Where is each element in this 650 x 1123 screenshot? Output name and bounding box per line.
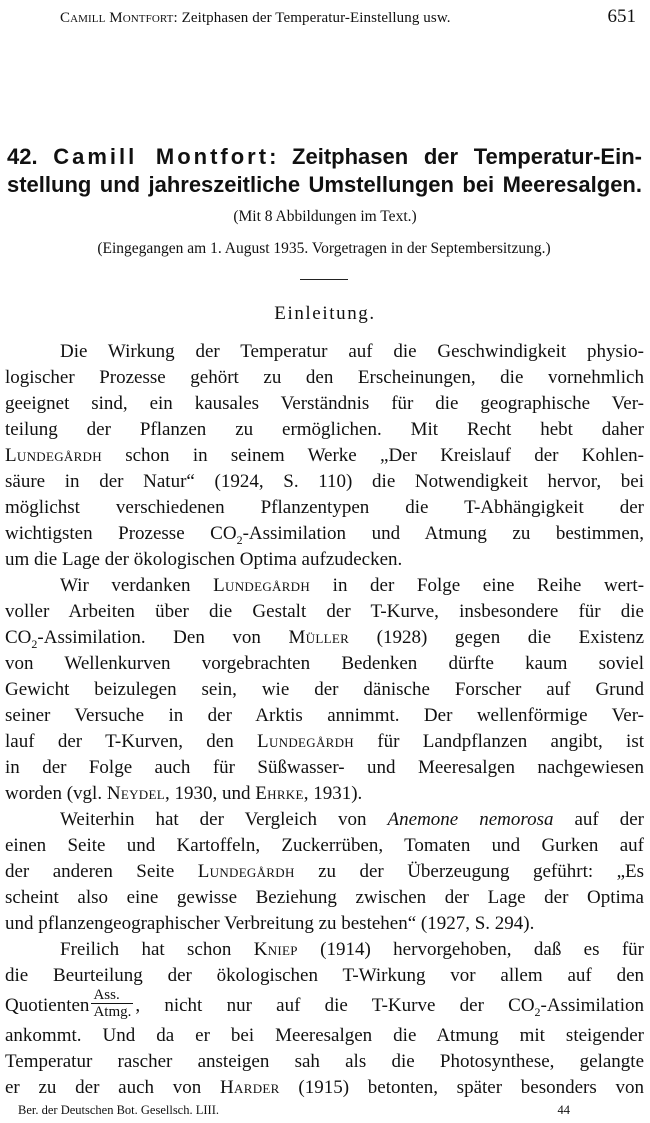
fraction-numerator: Ass.	[91, 987, 133, 1004]
text-line: möglichst verschiedenen Pflanzentypen die T-Abhängigkeit der	[5, 497, 644, 518]
text-line: wichtigsten Prozesse $CO_2$-Assimilation und Atmung zu bestimmen,	[5, 523, 644, 547]
text-line: geeignet sind, ein kausales Verständnis für die geographische Ver-	[5, 393, 644, 414]
article-title-part-1: Zeitphasen der Temperatur-Ein-	[292, 144, 642, 169]
article-title-line-2: stellung und jahreszeitliche Umstellungen bei Meeresalgen.	[7, 172, 642, 197]
text-line: Weiterhin hat der Vergleich von Anemone nemorosa auf der	[60, 809, 644, 830]
text-line: und pflanzengeographischer Verbreitung zu bestehen“ (1927, S. 294).	[5, 913, 535, 934]
body-text	[5, 339, 644, 1101]
text-line: Freilich hat schon Kniep (1914) hervorgehoben, daß es für	[60, 939, 645, 960]
text-line: ankommt. Und da er bei Meeresalgen die Atmung mit steigender	[5, 1025, 644, 1046]
article-number: 42.	[7, 144, 38, 169]
running-head-text: : Zeitphasen der Temperatur-Einstellung usw.	[173, 10, 451, 26]
quotient-fraction	[91, 987, 133, 1020]
received-note: (Eingegangen am 1. August 1935. Vorgetragen in der Septembersitzung.)	[97, 240, 551, 257]
text-line: von Wellenkurven vorgebrachten Bedenken dürfte kaum soviel	[5, 653, 644, 674]
author-reference: Lundegårdh	[257, 731, 354, 752]
author-reference: Neydel	[106, 783, 165, 804]
article-title	[7, 143, 642, 199]
journal-reference: Ber. der Deutschen Bot. Gesellsch. LIII.	[18, 1103, 219, 1117]
section-heading: Einleitung.	[274, 303, 376, 324]
text-line: Wir verdanken Lundegårdh in der Folge eine Reihe wert-	[60, 575, 645, 596]
page-number: 651	[607, 6, 636, 27]
text-line: er zu der auch von Harder (1915) betonten, später besonders von	[5, 1077, 645, 1098]
text-line: Temperatur rascher ansteigen sah als die Photosynthese, gelangte	[5, 1051, 644, 1072]
text-line: logischer Prozesse gehört zu den Erscheinungen, die vornehmlich	[5, 367, 644, 388]
species-name: Anemone nemorosa	[387, 809, 554, 830]
text-line: teilung der Pflanzen zu ermöglichen. Mit Recht hebt daher	[5, 419, 644, 440]
text-line: seiner Versuche in der Arktis annimmt. Der wellenförmige Ver-	[5, 705, 644, 726]
text-line: Lundegårdh schon in seinem Werke „Der Kreislauf der Kohlen-	[5, 445, 644, 466]
text-line: $CO_2$-Assimilation. Den von Müller (1928) gegen die Existenz	[5, 627, 645, 651]
text-line: worden (vgl. Neydel, 1930, und Ehrke, 1931).	[5, 783, 363, 804]
author-reference: Lundegårdh	[213, 575, 311, 596]
author-reference: Lundegårdh	[197, 861, 295, 882]
text-line: die Beurteilung der ökologischen T-Wirkung vor allem auf den	[5, 965, 644, 986]
running-head-author: Camill Montfort	[60, 10, 174, 26]
text-line: in der Folge auch für Süßwasser- und Meeresalgen nachgewiesen	[5, 757, 644, 778]
text-line: Die Wirkung der Temperatur auf die Geschwindigkeit physio-	[60, 341, 644, 362]
text-line: lauf der T-Kurven, den Lundegårdh für Landpflanzen angibt, ist	[5, 731, 645, 752]
running-head-title	[60, 10, 451, 27]
title-divider	[300, 279, 348, 280]
article-author: Camill Montfort	[53, 144, 270, 169]
text-line: scheint also eine gewisse Beziehung zwischen der Lage der Optima	[5, 887, 644, 908]
text-line: säure in der Natur“ (1924, S. 110) die Notwendigkeit hervor, bei	[5, 471, 644, 492]
text-line: um die Lage der ökologischen Optima aufzudecken.	[5, 549, 403, 570]
text-line: Quotienten $\frac{\text{Ass.}}{\text{Atmg.}}$ , nicht nur auf die T-Kurve der $CO_2$-Assimilation	[5, 987, 644, 1021]
running-head	[60, 6, 636, 28]
text-line: voller Arbeiten über die Gestalt der T-Kurve, insbesondere für die	[5, 601, 644, 622]
page-footer	[18, 1103, 570, 1118]
author-reference: Harder	[220, 1077, 280, 1098]
author-reference: Müller	[288, 627, 350, 648]
text-line: einen Seite und Kartoffeln, Zuckerrüben, Tomaten und Gurken auf	[5, 835, 644, 856]
author-reference: Kniep	[253, 939, 298, 960]
signature-mark: 44	[557, 1103, 570, 1117]
illustrations-note: (Mit 8 Abbildungen im Text.)	[233, 208, 417, 225]
article-title-line-1: 42. Camill Montfort: Zeitphasen der Temperatur-Ein-	[7, 144, 642, 169]
text-line: der anderen Seite Lundegårdh zu der Überzeugung geführt: „Es	[5, 861, 645, 882]
author-reference: Lundegårdh	[5, 445, 102, 466]
text-line: Gewicht beizulegen sein, wie der dänische Forscher auf Grund	[5, 679, 644, 700]
author-reference: Ehrke	[255, 783, 304, 804]
fraction-denominator: Atmg.	[93, 1004, 132, 1021]
